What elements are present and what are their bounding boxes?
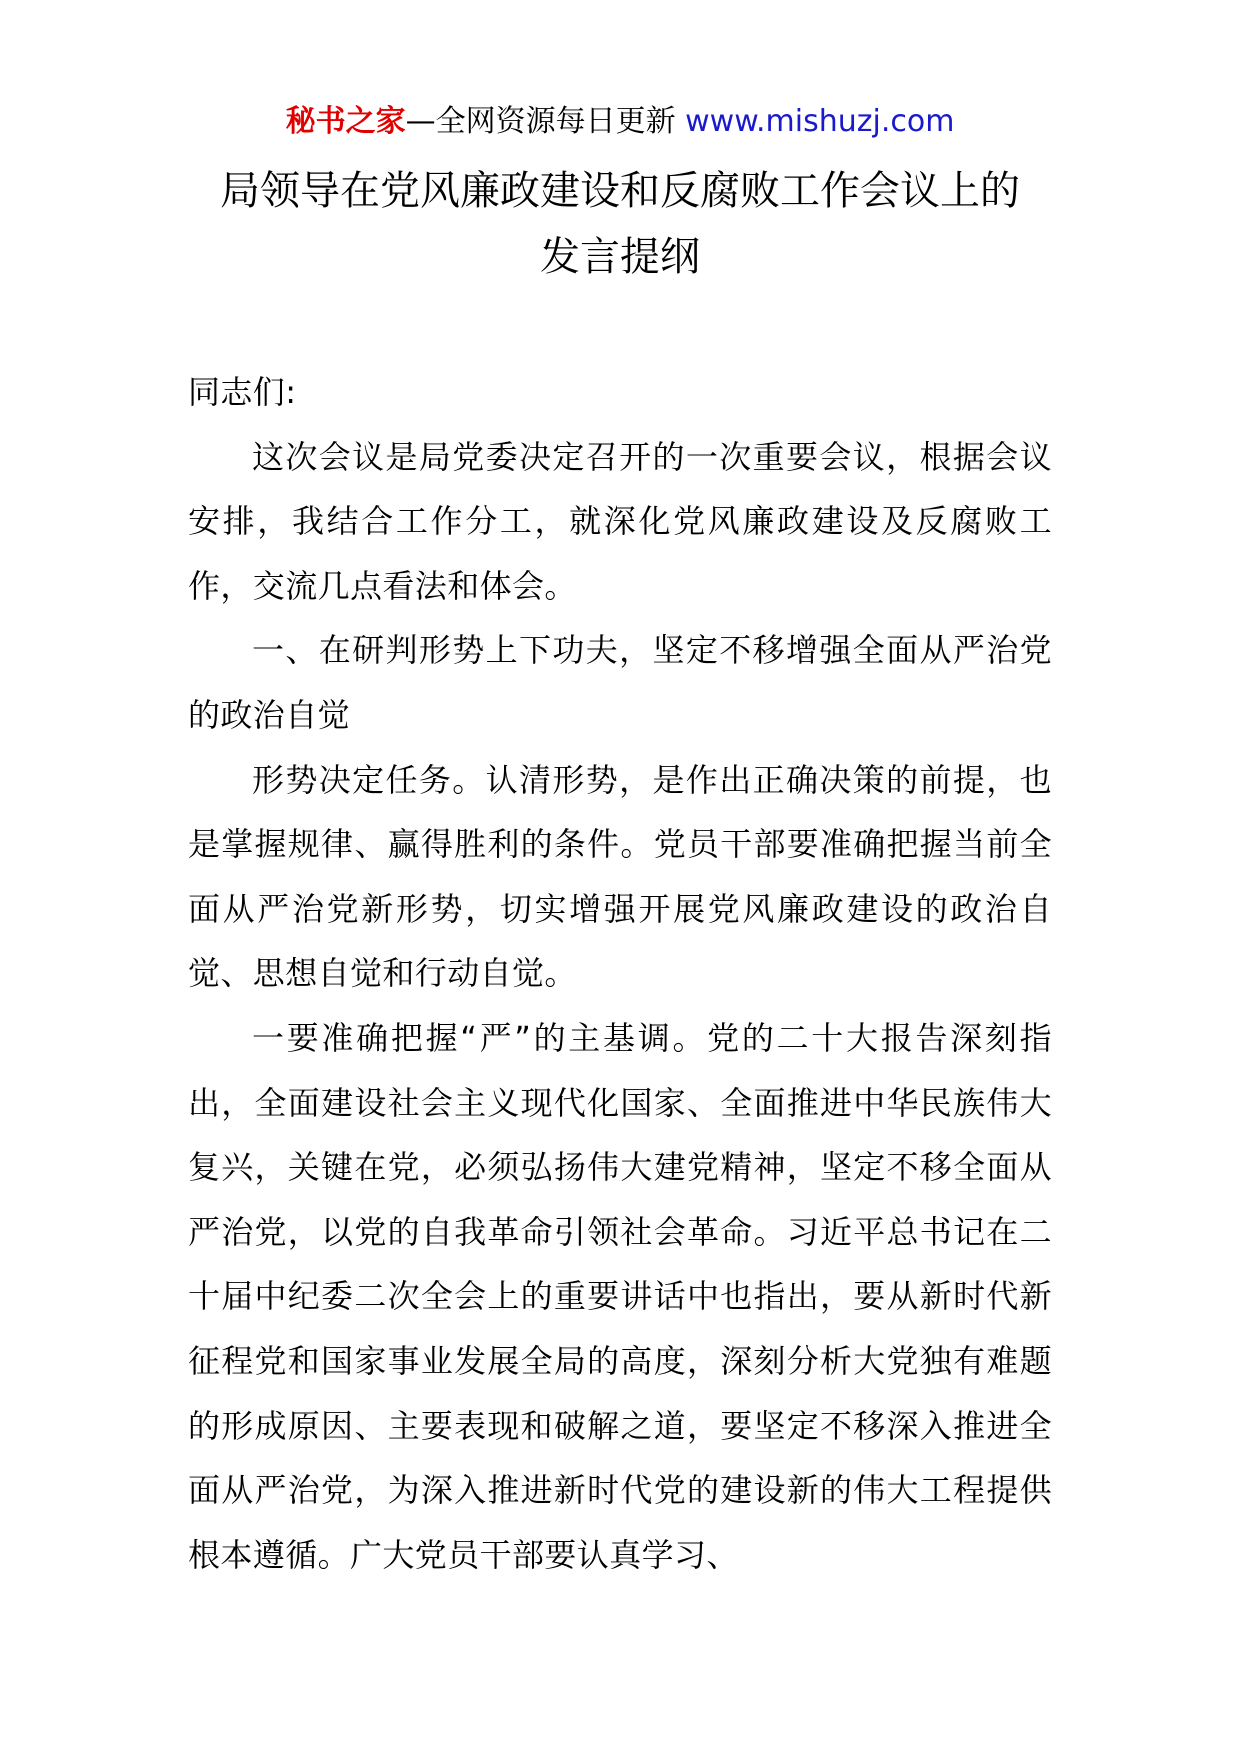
- paragraph-strict-tone: 一要准确把握“严”的主基调。党的二十大报告深刻指出，全面建设社会主义现代化国家、全面推进中华民族伟大复兴，关键在党，必须弘扬伟大建党精神，坚定不移全面从严治党，以党的自我革命引领社会革命。习近平总书记在二十届中纪委二次全会上的重要讲话中也指出，要从新时代新征程党和国家事业发展全局的高度，深刻分析大党独有难题的形成原因、主要表现和破解之道，要坚定不移深入推进全面从严治党，为深入推进新时代党的建设新的伟大工程提供根本遵循。广大党员干部要认真学习、: [188, 1018, 1052, 1574]
- header-tagline: —全网资源每日更新: [405, 104, 686, 139]
- paragraph-intro: 这次会议是局党委决定召开的一次重要会议，根据会议安排，我结合工作分工，就深化党风廉政建设及反腐败工作，交流几点看法和体会。: [188, 437, 1052, 605]
- salutation: 同志们:: [188, 373, 297, 411]
- brand-name: 秘书之家: [285, 104, 406, 139]
- title-line-1: 局领导在党风廉政建设和反腐败工作会议上的: [220, 168, 1020, 214]
- paragraph-situation: 形势决定任务。认清形势，是作出正确决策的前提，也是掌握规律、赢得胜利的条件。党员干部要准确把握当前全面从严治党新形势，切实增强开展党风廉政建设的政治自觉、思想自觉和行动自觉。: [188, 760, 1052, 993]
- document-title: [150, 158, 1090, 290]
- document-body: [188, 360, 1052, 1587]
- site-url-link[interactable]: www.mishuzj.com: [685, 104, 955, 139]
- site-header: [0, 100, 1240, 144]
- title-line-2: 发言提纲: [540, 234, 700, 280]
- section-heading-1: 一、在研判形势上下功夫，坚定不移增强全面从严治党的政治自觉: [188, 631, 1052, 734]
